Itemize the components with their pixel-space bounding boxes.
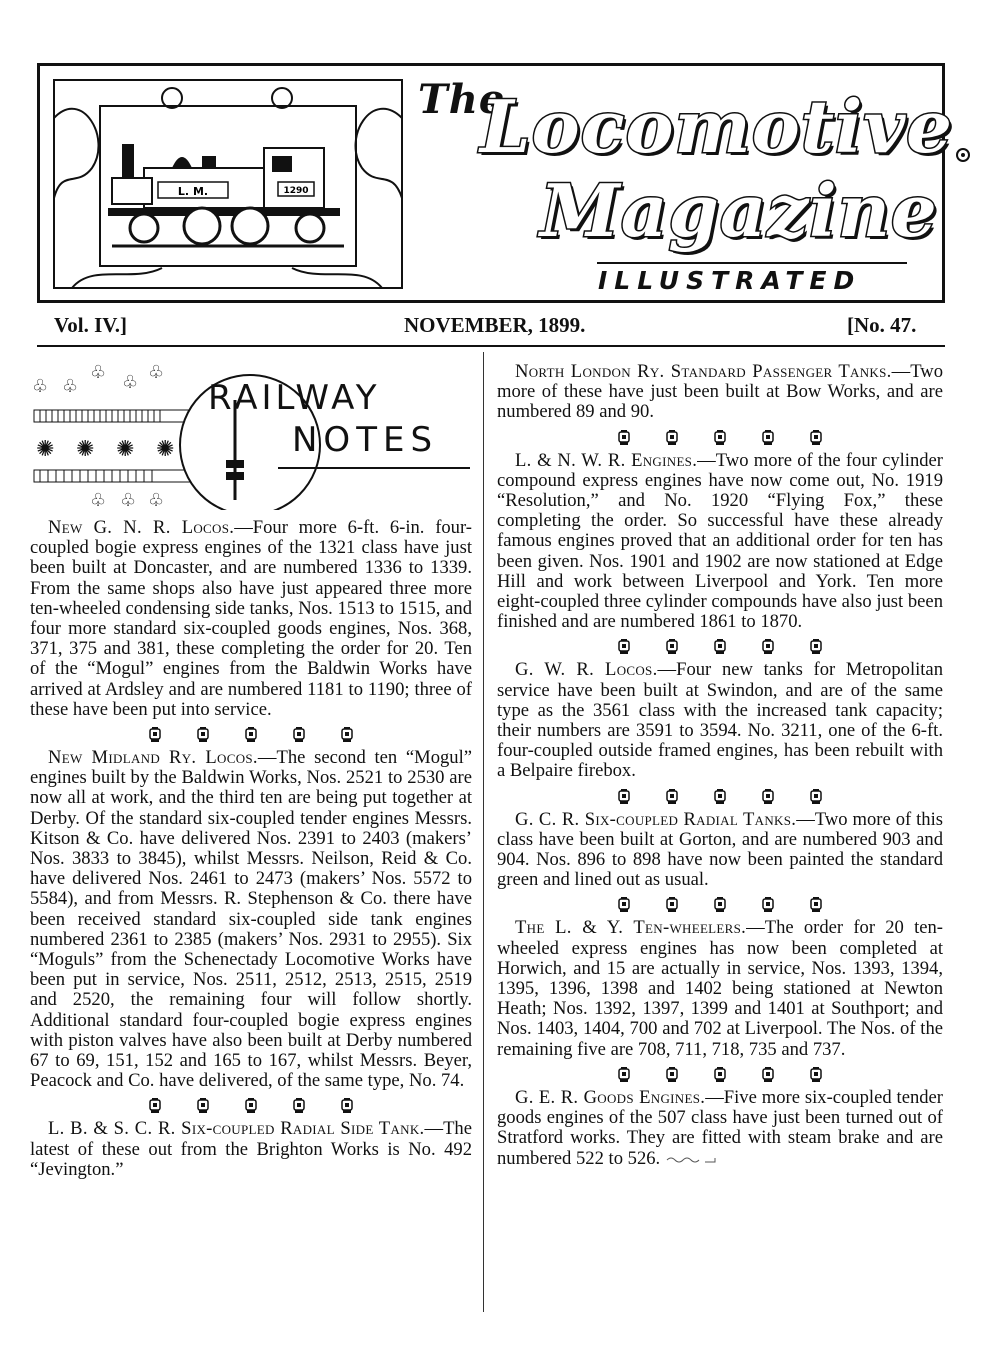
svg-text:♧: ♧ (148, 490, 165, 510)
article-gwr-locos: G. W. R. Locos.—Four new tanks for Metropolitan service have been built at Swindon, and are of the same type as the 3561 class with the increased tank capacity; their numbers are 3591 to 3594. No. 3211, one of the 6-ft. four-coupled outside framed engines, has been rebuilt with a Belpaire firebox. (497, 659, 943, 782)
heading-railway: RAILWAY (208, 378, 381, 418)
lamp-icon (666, 897, 678, 913)
lamp-icon (714, 639, 726, 655)
article-gcr-tanks: G. C. R. Six-coupled Radial Tanks.—Two more of this class have been built at Gorton, and are numbered 903 and 904. Nos. 896 to 898 have now been painted the standard green and lined out as usual. (497, 808, 943, 891)
svg-text:♧: ♧ (120, 490, 137, 510)
header-rule (37, 345, 945, 347)
masthead-subtitle: ILLUSTRATED (598, 266, 862, 295)
registered-mark-icon (956, 148, 970, 162)
lamp-icon (762, 789, 774, 805)
lamp-separator (497, 786, 943, 808)
lamp-icon (810, 897, 822, 913)
article-ly-ten-wheelers: The L. & Y. Ten-wheelers.—The order for 20 ten-wheeled express engines has now been completed at Horwich, and 15 are actually in service, Nos. 1393, 1394, 1395, 1396, 1398 and 1402 being stationed at Newton Heath; Nos. 1392, 1397, 1399 and 1401 at Southport; and Nos. 1403, 1404, 700 and 702 at Liverpool. The Nos. of the remaining five are 708, 711, 718, 735 and 737. (497, 917, 943, 1060)
lamp-icon (810, 1067, 822, 1083)
lamp-icon (666, 1067, 678, 1083)
lamp-icon (810, 789, 822, 805)
issue-date: NOVEMBER, 1899. (404, 313, 586, 337)
right-column (497, 362, 943, 1169)
lamp-icon (618, 897, 630, 913)
svg-text:♧: ♧ (122, 372, 139, 392)
masthead (37, 63, 953, 303)
lamp-icon (149, 727, 161, 743)
lamp-icon (245, 1098, 257, 1114)
svg-text:✺: ✺ (36, 436, 55, 461)
lamp-icon (618, 1067, 630, 1083)
lamp-icon (618, 430, 630, 446)
engine-panel-label: L. M. (177, 185, 209, 198)
lamp-icon (341, 1098, 353, 1114)
lamp-separator (497, 427, 943, 449)
left-column (30, 360, 472, 1180)
subtitle-rule (597, 262, 907, 264)
masthead-title-the: The (418, 76, 506, 123)
svg-text:♧: ♧ (62, 376, 79, 396)
issue-line (42, 313, 942, 339)
lamp-icon (197, 1098, 209, 1114)
end-mark (665, 1154, 717, 1164)
lamp-icon (149, 1098, 161, 1114)
svg-text:✺: ✺ (76, 436, 95, 461)
svg-text:♧: ♧ (148, 362, 165, 382)
lamp-separator (497, 1064, 943, 1086)
article-gnr-locos: New G. N. R. Locos.—Four more 6-ft. 6-in. four-coupled bogie express engines of the 1321 class have just been built at Doncaster, and are numbered 1336 to 1339. From the same shops also have just appeared three more ten-wheeled condensing side tanks, Nos. 1513 to 1515, and four more standard six-coupled goods engines, Nos. 368, 371, 375 and 381, these completing the order for 20. Ten of the “Mogul” engines from the Baldwin Works have arrived at Ardsley and are numbered 1181 to 1190; three of these have been put into service. (30, 517, 472, 720)
heading-notes: NOTES (292, 420, 439, 460)
article-midland-locos: New Midland Ry. Locos.—The second ten “Mogul” engines built by the Baldwin Works, Nos. 2521 to 2530 are now all at work, and the third ten are being put together at Derby. Of the standard six-coupled tender engines Messrs. Kitson & Co. have delivered Nos. 2391 to 2403 (makers’ Nos. 3833 to 3845), whilst Messrs. Neilson, Reid & Co. have delivered Nos. 2461 to 2473 (makers’ Nos. 5572 to 5584), and from Messrs. R. Stephenson & Co. there have been received standard six-coupled side tank engines numbered 2361 to 2385 (makers’ Nos. 2931 to 2955). Six “Moguls” from the Schenectady Locomotive Works have been put in service, Nos. 2511, 2512, 2513, 2515, 2519 and 2520, the remaining four will follow shortly. Additional standard four-coupled bogie express engines with piston valves have also been built at Derby numbered 67 to 69, 151, 152 and 165 to 167, whilst Messrs. Beyer, Peacock and Co. have delivered, of the same type, No. 74. (30, 747, 472, 1092)
lamp-icon (666, 430, 678, 446)
lamp-icon (714, 897, 726, 913)
lamp-icon (762, 1067, 774, 1083)
lamp-separator (30, 724, 472, 746)
lamp-icon (714, 789, 726, 805)
lamp-icon (666, 639, 678, 655)
lamp-separator (497, 636, 943, 658)
masthead-title-magazine: Magazine (540, 168, 938, 253)
svg-text:♧: ♧ (90, 490, 107, 510)
lamp-icon (245, 727, 257, 743)
lamp-icon (341, 727, 353, 743)
lamp-icon (618, 639, 630, 655)
engine-number-plate: 1290 (283, 186, 309, 196)
railway-notes-heading (30, 360, 470, 510)
masthead-title-locomotive: Locomotive (480, 84, 953, 169)
lamp-icon (810, 639, 822, 655)
lamp-icon (762, 897, 774, 913)
lamp-icon (293, 1098, 305, 1114)
lamp-icon (714, 1067, 726, 1083)
lamp-icon (762, 639, 774, 655)
lamp-icon (762, 430, 774, 446)
article-ger-goods: G. E. R. Goods Engines.—Five more six-coupled tender goods engines of the 507 class have just been turned out of Stratford works. They are fitted with steam brake and are numbered 522 to 526. (497, 1086, 943, 1169)
svg-text:✺: ✺ (156, 436, 175, 461)
lamp-icon (714, 430, 726, 446)
column-divider (483, 352, 484, 1312)
locomotive-engraving (52, 78, 404, 290)
svg-text:♧: ♧ (90, 362, 107, 382)
lamp-icon (666, 789, 678, 805)
lamp-icon (810, 430, 822, 446)
lamp-icon (293, 727, 305, 743)
article-lnwr-engines: L. & N. W. R. Engines.—Two more of the four cylinder compound express engines have now come out, No. 1919 “Resolution,” and No. 1920 “Flying Fox,” these completing the order. So successful have these already famous engines proved that an additional order for ten has been given. Nos. 1901 and 1902 are now stationed at Edge Hill and work between Liverpool and York. Ten more eight-coupled three cylinder compounds have also just been finished and are numbered 1861 to 1870. (497, 449, 943, 633)
article-north-london-tanks: North London Ry. Standard Passenger Tanks.—Two more of these have just been built at Bow Works, and are numbered 89 and 90. (497, 361, 943, 423)
article-lbscr-tank: L. B. & S. C. R. Six-coupled Radial Side Tank.—The latest of these out from the Brighton Works is No. 492 “Jevington.” (30, 1118, 472, 1180)
volume-label: Vol. IV.] (54, 313, 127, 337)
lamp-icon (197, 727, 209, 743)
svg-text:♧: ♧ (32, 376, 49, 396)
svg-text:✺: ✺ (116, 436, 135, 461)
lamp-separator (30, 1095, 472, 1117)
issue-number: [No. 47. (847, 313, 917, 337)
lamp-icon (618, 789, 630, 805)
lamp-separator (497, 894, 943, 916)
